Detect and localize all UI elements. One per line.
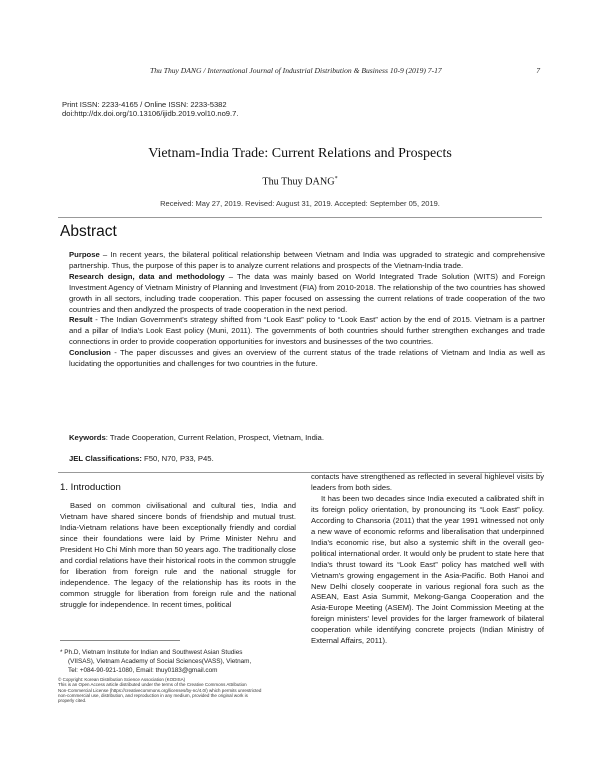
issn-line: Print ISSN: 2233-4165 / Online ISSN: 2233-5382 [62, 100, 227, 109]
jel-text: F50, N70, P33, P45. [141, 454, 214, 463]
introduction-heading: 1. Introduction [60, 482, 121, 493]
right-column [311, 472, 544, 647]
abstract-body [69, 250, 545, 370]
abstract-design [69, 272, 545, 316]
design-text: – The data was mainly based on World Integrated Trade Solution (WITS) and Foreign Investment Agency of Vietnam Ministry of Planning and Investment (FIA) from 2010-2018. The relationship of the two countries has showed growth in all sectors, including trade cooperation. This paper focused on assessing the current relations of trade cooperation of the two countries and then andlyzed the prospects of trade cooperation in the next period. [69, 271, 545, 314]
footnote-divider [60, 640, 180, 641]
jel-label: JEL Classifications: [69, 454, 142, 463]
purpose-text: – In recent years, the bilateral political relationship between Vietnam and India was upgraded to strategic and comprehensive partnership. Thus, the purpose of this paper is to analyze current relations and prospects of the Vietnam-India trade. [69, 250, 545, 270]
conclusion-text: - The paper discusses and gives an overview of the current status of the trade relations of Vietnam and India as well as lucidating the opportunities and challenges for two countries in the future. [69, 348, 545, 369]
author-footnote [60, 648, 296, 675]
jel-line [69, 454, 214, 463]
conclusion-label: Conclusion [69, 348, 111, 358]
author-line [0, 176, 600, 187]
keywords-line [69, 433, 324, 442]
license-line: Non-Commercial License (https://creativecommons.org/licenses/by-nc/4.0/) which permits unrestricted [58, 687, 262, 693]
purpose-label: Purpose [69, 250, 100, 259]
running-header-text: Thu Thuy DANG / International Journal of Industrial Distribution & Business 10-9 (2019) 7-17 [150, 66, 442, 75]
license-line: non-commercial use, distribution, and reproduction in any medium, provided the original work is [58, 692, 248, 698]
intro-continuation: contacts have strengthened as reflected in several highlevel visits by leaders from both sides. [311, 472, 544, 492]
license-notice [58, 677, 298, 703]
abstract-purpose [69, 250, 545, 272]
left-column [60, 501, 296, 611]
footnote-line: Tel: +084-90-921-1080, Email: thuy0183@gmail.com [68, 667, 218, 675]
keywords-label: Keywords [69, 433, 106, 442]
intro-paragraph-right: It has been two decades since India executed a calibrated shift in its foreign policy orientation, by pronouncing its “Look East” policy. According to Chansoria (2011) that the year 1991 witnessed not only a new wave of economic reforms and liberalisation that underpinned India's economic rise, but also a systemic shift in the overall geo-political international order. It would only be prudent to state here that India's thrust toward its “Look East” policy has matched well with Vietnam's growing engagement in the Asia-Pacific. Both Hanoi and New Delhi closely cooperate in various regional fora such as the ASEAN, East Asia Summit, Mekong-Ganga Cooperation and the Asia-Europe Meeting (ASEM). The Joint Commission Meeting at the foreign ministers' level provides for the larger framework of bilateral cooperation while identifying concrete projects (Indian Ministry of External Affairs, 2011). [311, 493, 544, 646]
intro-paragraph-left: Based on common civilisational and cultural ties, India and Vietnam have shared sincere bonds of friendship and mutual trust. India-Vietnam relations have been exceptionally friendly and cordial since their foundations were laid by Prime Minister Nehru and President Ho Chi Minh more than 50 years ago. The traditionally close and cordial relations have their historical roots in the common struggle for liberation from foreign rule and the national struggle for independence. The legacy of the relationship has its roots in the common struggle for liberation from foreign rule and the national struggle for independence. In recent times, political [60, 501, 296, 609]
result-text: - The Indian Government's strategy shifted from “Look East” policy to “Look East” action by the end of 2015. Vietnam is a partner and a pillar of India's Look East policy (Muni, 2011). The governments of both countries should further strengthen exchanges and trade connections in order to provide cooperation opportunities for investors and businesses of the two countries. [69, 315, 545, 347]
design-label: Research design, data and methodology [69, 271, 225, 281]
doi-line: doi:http://dx.doi.org/10.13106/ijidb.2019.vol10.no9.7. [62, 109, 239, 118]
abstract-result [69, 315, 545, 348]
abstract-heading: Abstract [60, 223, 117, 240]
page-number: 7 [536, 66, 540, 75]
top-divider [58, 217, 542, 218]
footnote-line: * Ph.D, Vietnam Institute for Indian and Southwest Asian Studies [60, 649, 243, 656]
footnote-line: (VIISAS), Vietnam Academy of Social Sciences(VASS), Vietnam, [68, 658, 252, 666]
keywords-text: : Trade Cooperation, Current Relation, Prospect, Vietnam, India. [105, 433, 324, 442]
paper-title: Vietnam-India Trade: Current Relations and Prospects [148, 146, 452, 161]
author-marker: * [334, 176, 338, 182]
license-line: © Copyright: Korean Distribution Science Association (KODISA) [58, 677, 186, 682]
license-line: This is an Open Access article distributed under the terms of the Creative Commons Attribution [58, 682, 247, 688]
license-line: properly cited. [58, 698, 87, 704]
author-name: Thu Thuy DANG [262, 176, 335, 188]
abstract-conclusion [69, 348, 545, 370]
result-label: Result [69, 315, 93, 325]
submission-dates: Received: May 27, 2019. Revised: August 31, 2019. Accepted: September 05, 2019. [160, 199, 440, 208]
issn-block [62, 100, 238, 118]
